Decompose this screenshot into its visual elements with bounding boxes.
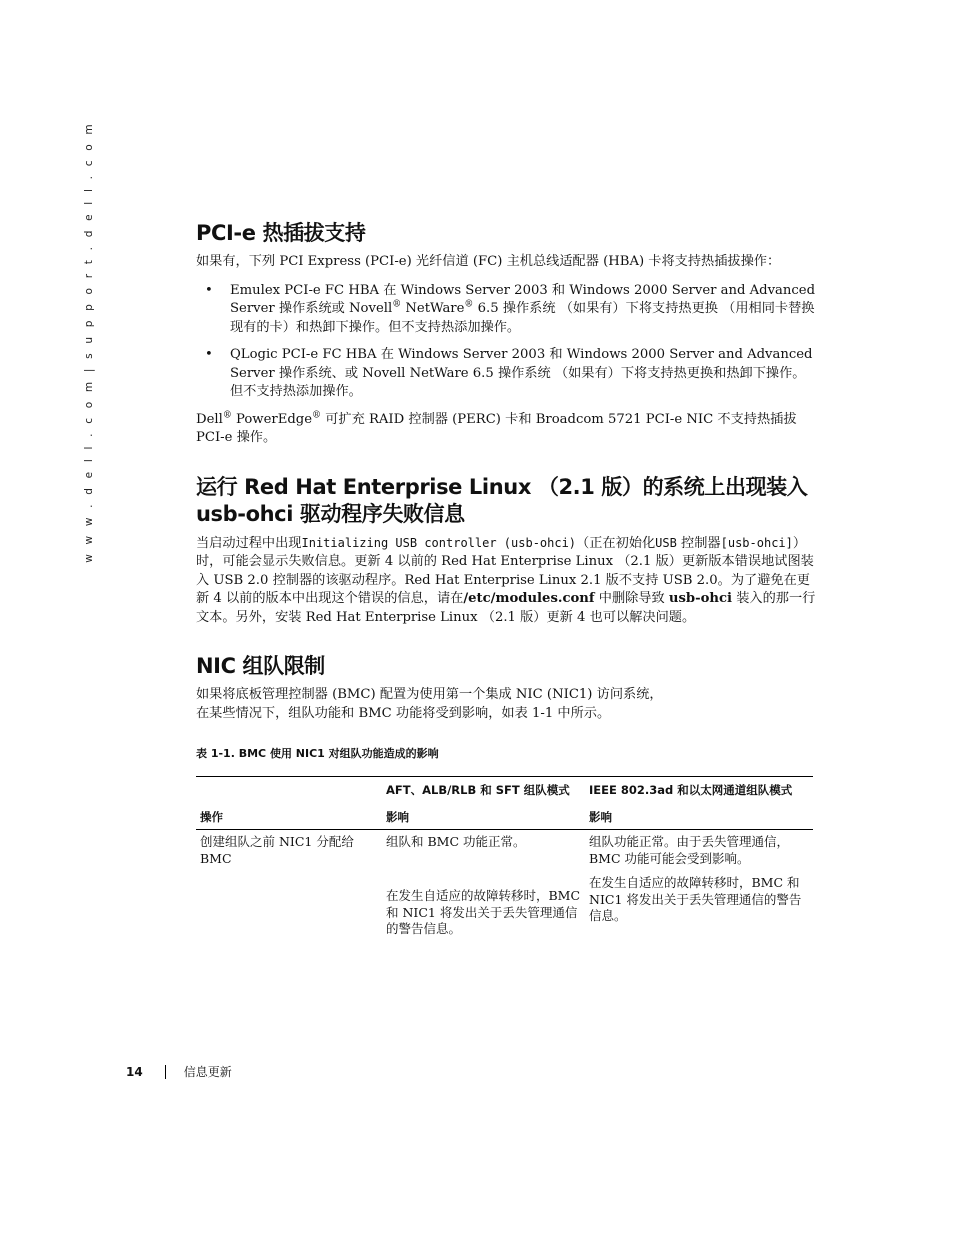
table-header-cell: IEEE 802.3ad 和以太网通道组队模式 — [585, 777, 813, 803]
pcie-bullet-list — [196, 282, 816, 402]
pcie-intro: 如果有，下列 PCI Express (PCI-e) 光纤信道 (FC) 主机总线适配器 (HBA) 卡将支持热插拔操作： — [196, 254, 781, 269]
nic-line-2: 在某些情况下，组队功能和 BMC 功能将受到影响，如表 1-1 中所示。 — [196, 705, 611, 721]
bmc-teaming-table — [196, 776, 813, 942]
footer-divider — [165, 1065, 166, 1079]
section-title-nic: NIC 组队限制 — [196, 654, 325, 678]
table-header-cell — [196, 777, 382, 803]
footer-section-title: 信息更新 — [183, 1065, 232, 1079]
table-cell: 组队和 BMC 功能正常。 — [386, 834, 526, 849]
table-header-cell: 操作 — [196, 802, 382, 830]
table-caption: 表 1-1. BMC 使用 NIC1 对组队功能造成的影响 — [196, 747, 439, 760]
table-cell — [196, 871, 382, 942]
section-pcie-hotplug — [196, 220, 816, 448]
usb-body: 当启动过程中出现Initializing USB controller (usb-ohci)（正在初始化USB 控制器[usb-ohci]）时，可能会显示失败信息。更新 4 以前的 Red Hat Enterprise Linux （2.1 版）更新版本错误地试图装入 USB 2.0 控制器的该驱动程序。Red Hat Enterprise Linux 2.1 版不支持 USB 2.0。为了避免在更新 4 以前的版本中出现这个错误的信息，请在/etc/modules.conf 中删除导致 usb-ohci 装入的那一行文本。另外，安装 Red Hat Enterprise Linux （2.1 版）更新 4 也可以解决问题。 — [196, 535, 816, 625]
table-header-cell: 影响 — [585, 802, 813, 830]
table-cell: 组队功能正常。由于丢失管理通信，BMC 功能可能会受到影响。 — [589, 834, 790, 866]
table-cell: 创建组队之前 NIC1 分配给 BMC — [200, 834, 354, 866]
bullet-icon: • — [205, 347, 213, 362]
list-item: • QLogic PCI-e FC HBA 在 Windows Server 2003 和 Windows 2000 Server and Advanced Server 操作系统、或 Novell NetWare 6.5 操作系统 （如果有）下将支持热更换和热卸下操作。但不支持热添加操作。 — [205, 347, 813, 399]
pcie-note: Dell® PowerEdge® 可扩充 RAID 控制器 (PERC) 卡和 Broadcom 5721 PCI-e NIC 不支持热插拔 PCI-e 操作。 — [196, 410, 797, 445]
table-row — [196, 871, 813, 942]
bullet-icon: • — [205, 282, 213, 298]
table-header-cell: 影响 — [382, 802, 585, 830]
page-content — [196, 220, 816, 942]
table-header-row — [196, 802, 813, 830]
list-item: • Emulex PCI-e FC HBA 在 Windows Server 2003 和 Windows 2000 Server and Advanced Server 操作系统或 Novell® NetWare® 6.5 操作系统 （如果有）下将支持热更换 （用相同卡替换现有的卡）和热卸下操作。但不支持热添加操作。 — [205, 282, 816, 335]
table-cell: 在发生自适应的故障转移时，BMC 和 NIC1 将发出关于丢失管理通信的警告信息。 — [589, 875, 802, 923]
table-header-cell: AFT、ALB/RLB 和 SFT 组队模式 — [382, 777, 585, 803]
section-usb-ohci — [196, 474, 816, 628]
page-footer — [126, 1063, 232, 1080]
side-url-margin — [79, 121, 99, 563]
section-title-usb: 运行 Red Hat Enterprise Linux （2.1 版）的系统上出现装入 usb-ohci 驱动程序失败信息 — [196, 474, 808, 526]
section-nic-teaming — [196, 653, 816, 942]
page-number: 14 — [126, 1064, 143, 1079]
table-cell: 在发生自适应的故障转移时，BMC 和 NIC1 将发出关于丢失管理通信的警告信息。 — [386, 888, 581, 936]
table-header-row — [196, 777, 813, 803]
section-title-pcie: PCI-e 热插拔支持 — [196, 221, 366, 245]
side-url-text: w w w . d e l l . c o m | s u p p o r t . d e l l . c o m — [83, 121, 95, 563]
nic-line-1: 如果将底板管理控制器 (BMC) 配置为使用第一个集成 NIC (NIC1) 访问系统， — [196, 687, 663, 702]
table-row — [196, 830, 813, 872]
